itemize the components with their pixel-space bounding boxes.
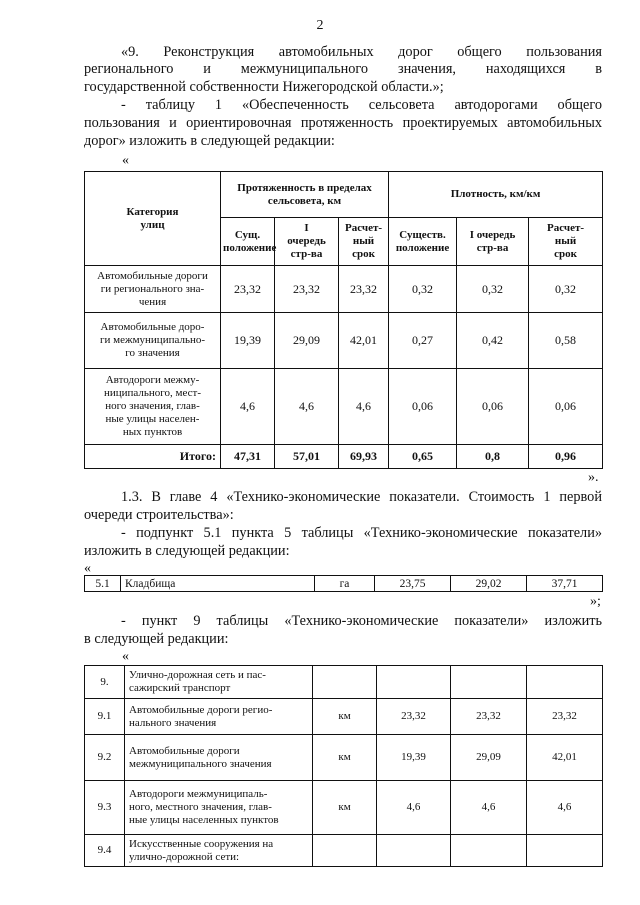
length-header: Протяженность в пределах сельсовета, км (221, 172, 389, 218)
cell: 4,6 (275, 369, 339, 445)
quote-close-1: ». (588, 470, 599, 485)
cell: 29,02 (451, 576, 527, 592)
page-number: 2 (316, 18, 324, 33)
cell: 0,06 (389, 369, 457, 445)
cell: Автомобильные дороги регио- нального значения (125, 699, 313, 735)
cell: 29,09 (275, 313, 339, 369)
cell: 23,32 (527, 699, 603, 735)
density-sub-first-stage: I очередь стр-ва (457, 218, 529, 266)
cell: Автодороги межмуниципаль- ного, местного значения, глав- ные улицы населенных пунктов (125, 781, 313, 835)
table-row (85, 313, 603, 369)
total-cell: 0,65 (389, 445, 457, 469)
total-cell: 47,31 (221, 445, 275, 469)
cell: Кладбища (121, 576, 315, 592)
cell: 23,32 (339, 266, 389, 313)
cell: 37,71 (527, 576, 603, 592)
table-row (85, 781, 603, 835)
cell: 19,39 (377, 735, 451, 781)
total-row (85, 445, 603, 469)
cell: 4,6 (527, 781, 603, 835)
section-line-2: очереди строительства»: (84, 507, 234, 523)
cell: 29,09 (451, 735, 527, 781)
cell: 9.1 (85, 699, 125, 735)
cell: га (315, 576, 375, 592)
table-row (85, 576, 603, 592)
cell (451, 666, 527, 699)
cell: 23,32 (377, 699, 451, 735)
point9-line-1: - пункт 9 таблицы «Технико-экономические показатели» изложить (121, 613, 602, 629)
quote-open-3: « (122, 649, 129, 664)
length-sub-first-stage: I очередь стр-ва (275, 218, 339, 266)
cell: 23,32 (221, 266, 275, 313)
table-row (85, 666, 603, 699)
total-cell: 57,01 (275, 445, 339, 469)
row-name: Автомобильные дороги ги регионального зна- чения (85, 266, 221, 313)
cell: 4,6 (451, 781, 527, 835)
length-sub-estimated: Расчет- ный срок (339, 218, 389, 266)
section-line-4: изложить в следующей редакции: (84, 543, 290, 559)
cell: 23,32 (275, 266, 339, 313)
table-row (85, 266, 603, 313)
cell: 0,27 (389, 313, 457, 369)
category-header: Категория улиц (85, 172, 221, 266)
cell: 42,01 (339, 313, 389, 369)
table-row (85, 699, 603, 735)
cell: 23,75 (375, 576, 451, 592)
cell: 0,32 (389, 266, 457, 313)
density-header: Плотность, км/км (389, 172, 603, 218)
cell: 0,58 (529, 313, 603, 369)
intro-line-3: государственной собственности Нижегородской области.»; (84, 79, 444, 95)
cell: 19,39 (221, 313, 275, 369)
cell (527, 835, 603, 867)
cell: 9.3 (85, 781, 125, 835)
cell: км (313, 781, 377, 835)
cell: 0,06 (529, 369, 603, 445)
section-line-3: - подпункт 5.1 пункта 5 таблицы «Технико-экономические показатели» (121, 525, 602, 541)
cell (451, 835, 527, 867)
cell: 4,6 (339, 369, 389, 445)
table-row (85, 835, 603, 867)
cell: 42,01 (527, 735, 603, 781)
intro-line-1: «9. Реконструкция автомобильных дорог общего пользования (121, 44, 602, 60)
quote-open-2: « (84, 561, 91, 576)
cell: 0,06 (457, 369, 529, 445)
cell: 0,32 (529, 266, 603, 313)
cell: 9. (85, 666, 125, 699)
row-name: Автодороги межму- ниципального, мест- ного значения, глав- ные улицы населен- ных пунктов (85, 369, 221, 445)
cell: 4,6 (221, 369, 275, 445)
section-line-1: 1.3. В главе 4 «Технико-экономические показатели. Стоимость 1 первой (121, 489, 602, 505)
cell: км (313, 735, 377, 781)
cell (313, 666, 377, 699)
table-row (85, 735, 603, 781)
length-sub-existing: Сущ. положение (221, 218, 275, 266)
intro-line-6: дорог» изложить в следующей редакции: (84, 133, 335, 149)
total-cell: 0,8 (457, 445, 529, 469)
density-sub-existing: Существ. положение (389, 218, 457, 266)
cell: 5.1 (85, 576, 121, 592)
intro-line-4: - таблицу 1 «Обеспеченность сельсовета автодорогами общего (121, 97, 602, 113)
intro-line-2: регионального и межмуниципального значения, находящихся в (84, 61, 602, 77)
density-table (84, 171, 603, 469)
cell: 9.4 (85, 835, 125, 867)
total-cell: 69,93 (339, 445, 389, 469)
point9-line-2: в следующей редакции: (84, 631, 229, 647)
table-row (85, 369, 603, 445)
cell (377, 666, 451, 699)
cell: 0,42 (457, 313, 529, 369)
cell: Автомобильные дороги межмуниципального значения (125, 735, 313, 781)
cell (527, 666, 603, 699)
cell: 0,32 (457, 266, 529, 313)
quote-open-1: « (122, 153, 129, 168)
total-cell: 0,96 (529, 445, 603, 469)
indicators-table (84, 665, 603, 867)
cell (313, 835, 377, 867)
cell: Улично-дорожная сеть и пас- сажирский транспорт (125, 666, 313, 699)
cell: км (313, 699, 377, 735)
cell: 9.2 (85, 735, 125, 781)
cemetery-table (84, 575, 603, 592)
intro-line-5: пользования и ориентировочная протяженность проектируемых автомобильных (84, 115, 602, 131)
cell: 23,32 (451, 699, 527, 735)
cell (377, 835, 451, 867)
total-label: Итого: (85, 445, 221, 469)
cell: Искусственные сооружения на улично-дорожной сети: (125, 835, 313, 867)
row-name: Автомобильные доро- ги межмуниципально- го значения (85, 313, 221, 369)
density-sub-estimated: Расчет- ный срок (529, 218, 603, 266)
cell: 4,6 (377, 781, 451, 835)
quote-close-2: »; (590, 594, 601, 609)
